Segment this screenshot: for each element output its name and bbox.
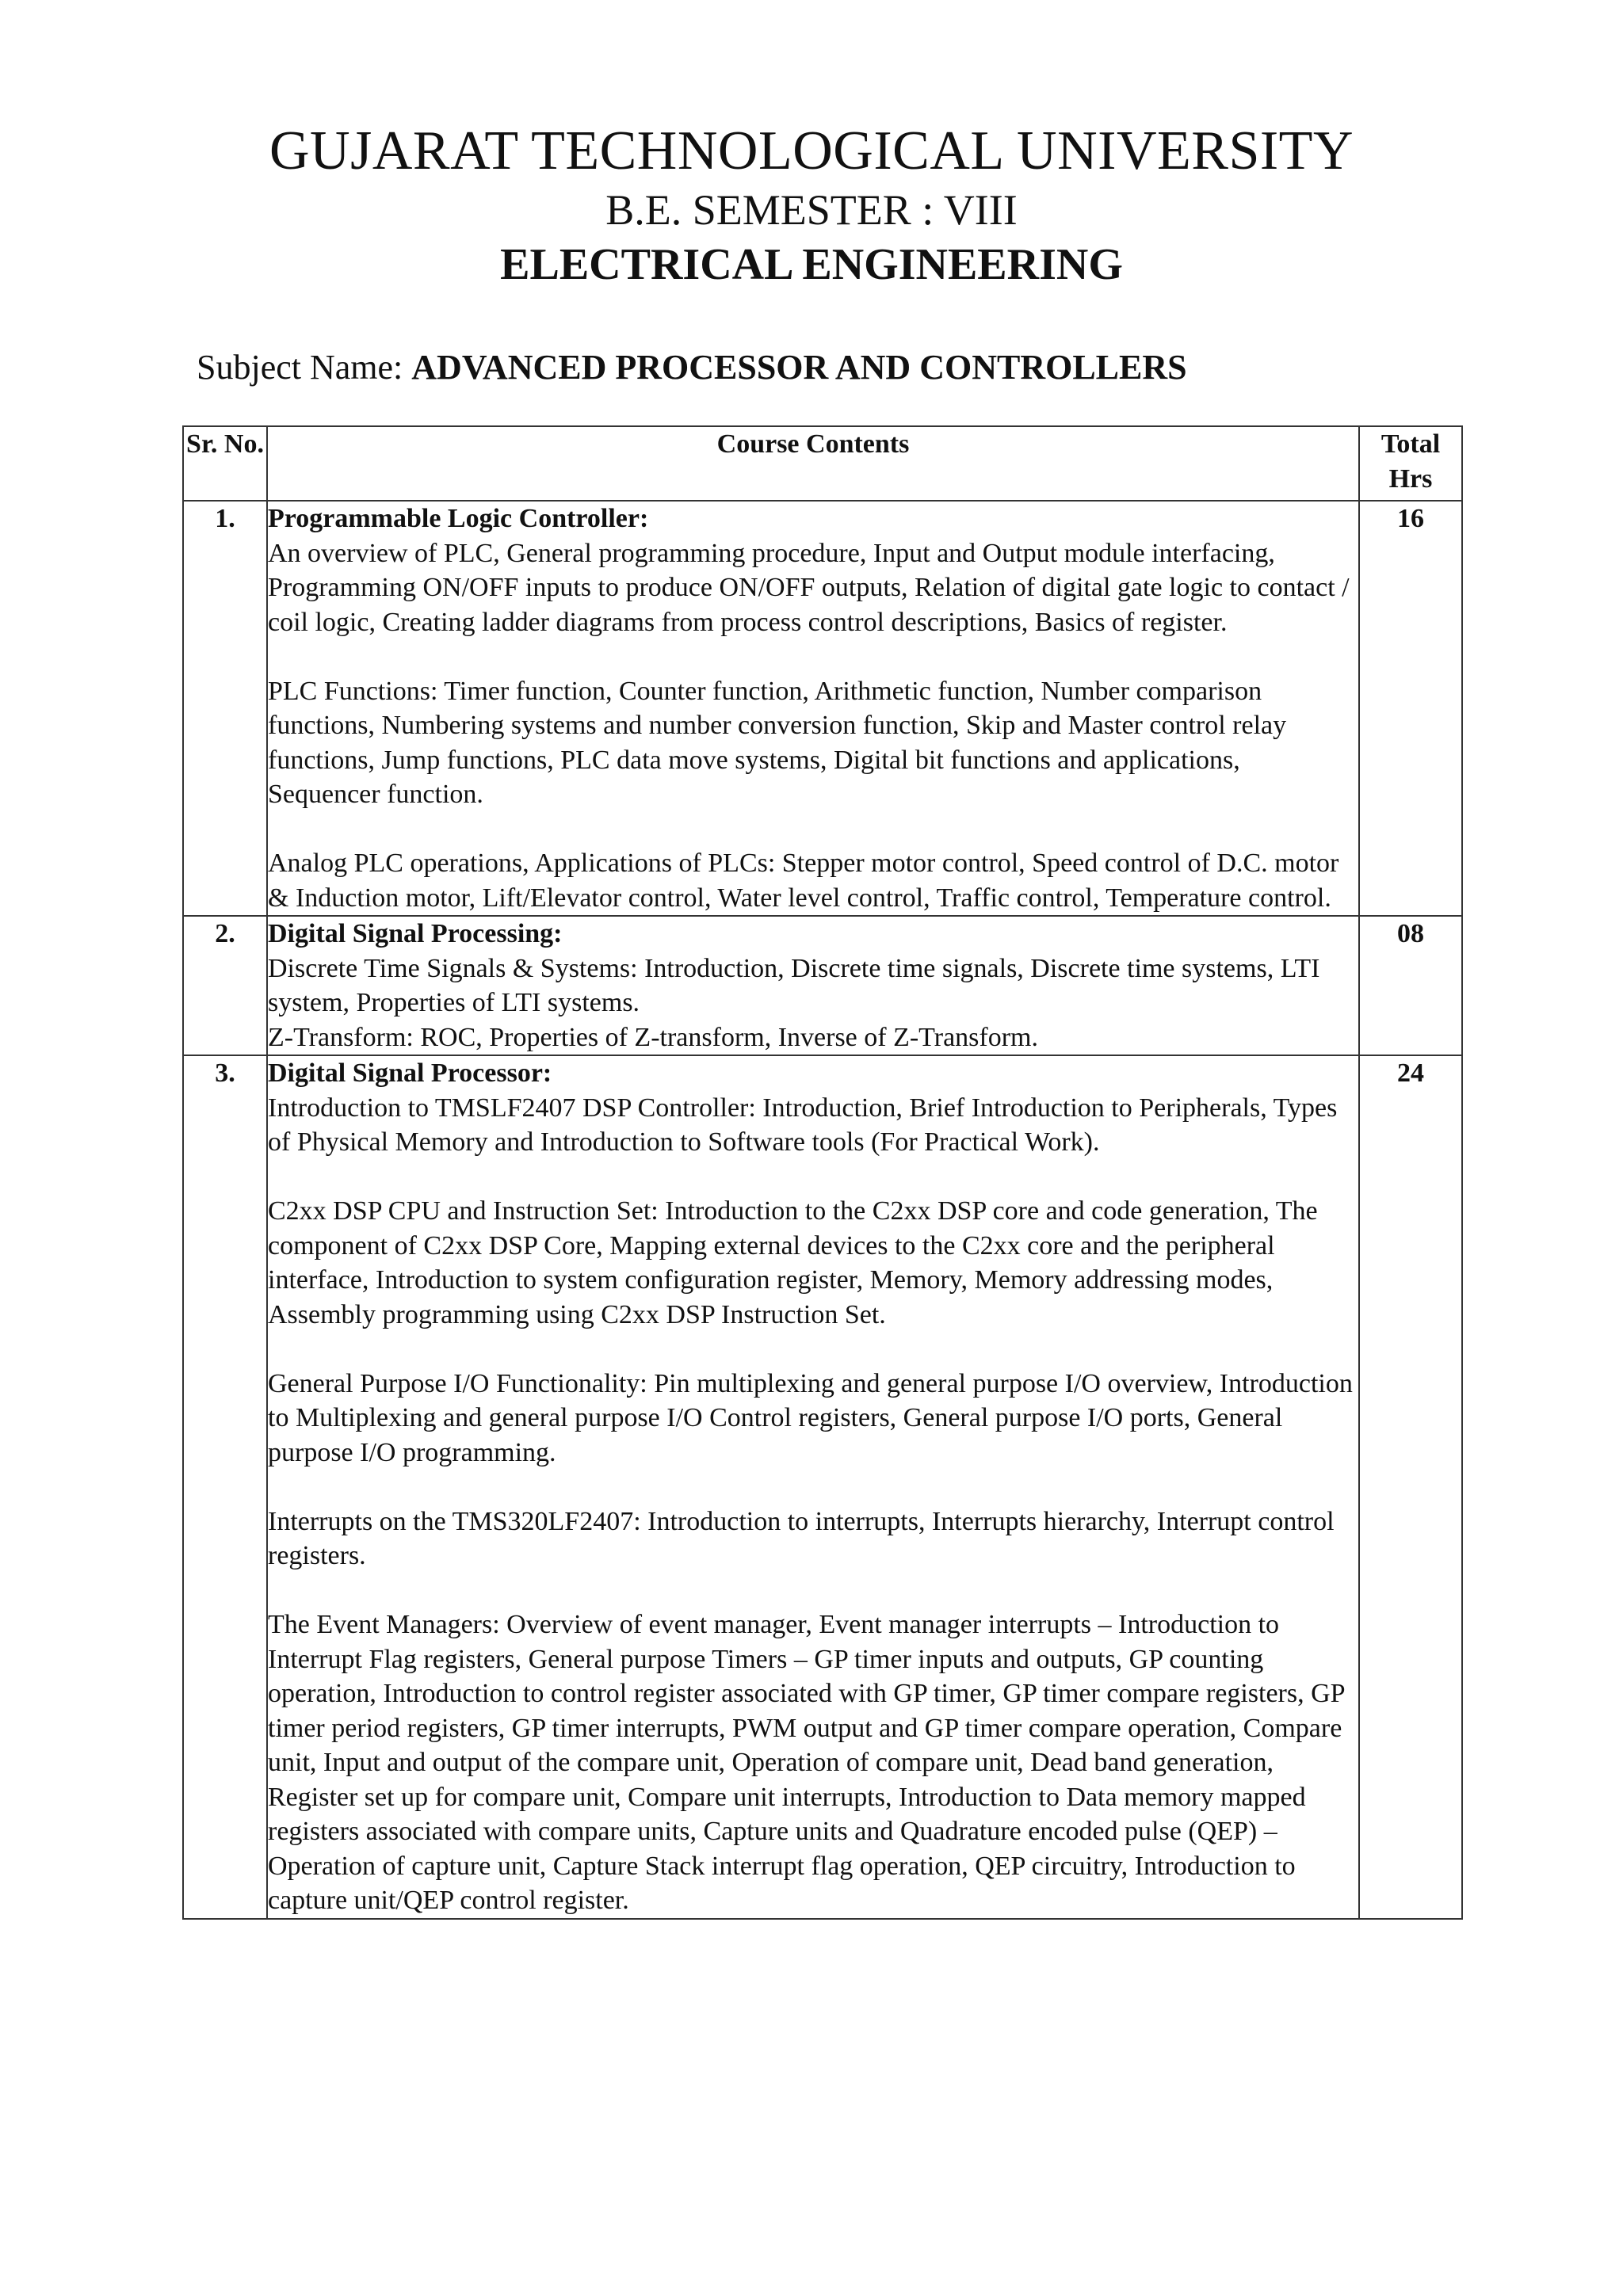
table-header-row [183,426,1462,501]
topic-paragraph: Analog PLC operations, Applications of PLCs: Stepper motor control, Speed control of D.C. motor & Induction motor, Lift/Elevator control, Water level control, Traffic control, Temperature control. [268,849,1339,913]
topic-heading: Digital Signal Processor: [268,1058,552,1088]
topic-paragraph: The Event Managers: Overview of event manager, Event manager interrupts – Introduction to Interrupt Flag registers, General purpose Timers – GP timer inputs and outputs, GP counting operation, Introduction to control register associated with GP timer, GP timer compare registers, GP timer period registers, GP timer interrupts, PWM output and GP timer compare operation, Compare unit, Input and output of the compare unit, Operation of compare unit, Dead band generation, Register set up for compare unit, Compare unit interrupts, Introduction to Data memory mapped registers associated with compare units, Capture units and Quadrature encoded pulse (QEP) – Operation of capture unit, Capture Stack interrupt flag operation, QEP circuitry, Introduction to capture unit/QEP control register. [268,1610,1345,1915]
topic-paragraph: C2xx DSP CPU and Instruction Set: Introduction to the C2xx DSP core and code generation, The component of C2xx DSP Core, Mapping external devices to the C2xx core and the peripheral interface, Introduction to system configuration register, Memory, Memory addressing modes, Assembly programming using C2xx DSP Instruction Set. [268,1196,1318,1329]
topic-paragraph: Introduction to TMSLF2407 DSP Controller: Introduction, Brief Introduction to Peripherals, Types of Physical Memory and Introduction to Software tools (For Practical Work). [268,1093,1338,1157]
row-contents [267,1055,1359,1919]
topic-paragraph: PLC Functions: Timer function, Counter function, Arithmetic function, Number comparison functions, Numbering systems and number conversion function, Skip and Master control relay functions, Jump functions, PLC data move systems, Digital bit functions and applications, Sequencer function. [268,676,1287,809]
department-heading: ELECTRICAL ENGINEERING [500,240,1123,289]
table-row [183,916,1462,1055]
row-sr-no: 2. [183,916,267,1055]
topic-heading: Digital Signal Processing: [268,919,563,948]
row-total-hrs: 08 [1359,916,1462,1055]
semester-heading: B.E. SEMESTER : VIII [605,186,1018,234]
row-sr-no: 1. [183,501,267,916]
header-course-contents: Course Contents [267,426,1359,501]
subject-name: ADVANCED PROCESSOR AND CONTROLLERS [411,348,1187,387]
course-contents-table [182,425,1463,1920]
subject-label: Subject Name: [197,348,412,387]
header-sr-no: Sr. No. [183,426,267,501]
table-row [183,1055,1462,1919]
topic-paragraph: An overview of PLC, General programming procedure, Input and Output module interfacing, Programming ON/OFF inputs to produce ON/OFF outputs, Relation of digital gate logic to contact / coil logic, Creating ladder diagrams from process control descriptions, Basics of register. [268,538,1350,637]
university-title: GUJARAT TECHNOLOGICAL UNIVERSITY [269,120,1354,181]
subject-line [197,345,1187,390]
header-total-hrs: Total Hrs [1359,426,1462,501]
row-total-hrs: 24 [1359,1055,1462,1919]
topic-paragraph: Discrete Time Signals & Systems: Introduction, Discrete time signals, Discrete time systems, LTI system, Properties of LTI systems. [268,953,1320,1017]
topic-heading: Programmable Logic Controller: [268,504,649,533]
document-header [0,119,1623,293]
row-total-hrs: 16 [1359,501,1462,916]
row-contents [267,501,1359,916]
row-sr-no: 3. [183,1055,267,1919]
topic-paragraph: Interrupts on the TMS320LF2407: Introduction to interrupts, Interrupts hierarchy, Interrupt control registers. [268,1506,1335,1570]
row-contents [267,916,1359,1055]
topic-paragraph: Z-Transform: ROC, Properties of Z-transform, Inverse of Z-Transform. [268,1022,1038,1052]
topic-paragraph: General Purpose I/O Functionality: Pin multiplexing and general purpose I/O overview, Introduction to Multiplexing and general purpose I/O Control registers, General purpose I/O ports, General purpose I/O programming. [268,1368,1353,1467]
table-row [183,501,1462,916]
